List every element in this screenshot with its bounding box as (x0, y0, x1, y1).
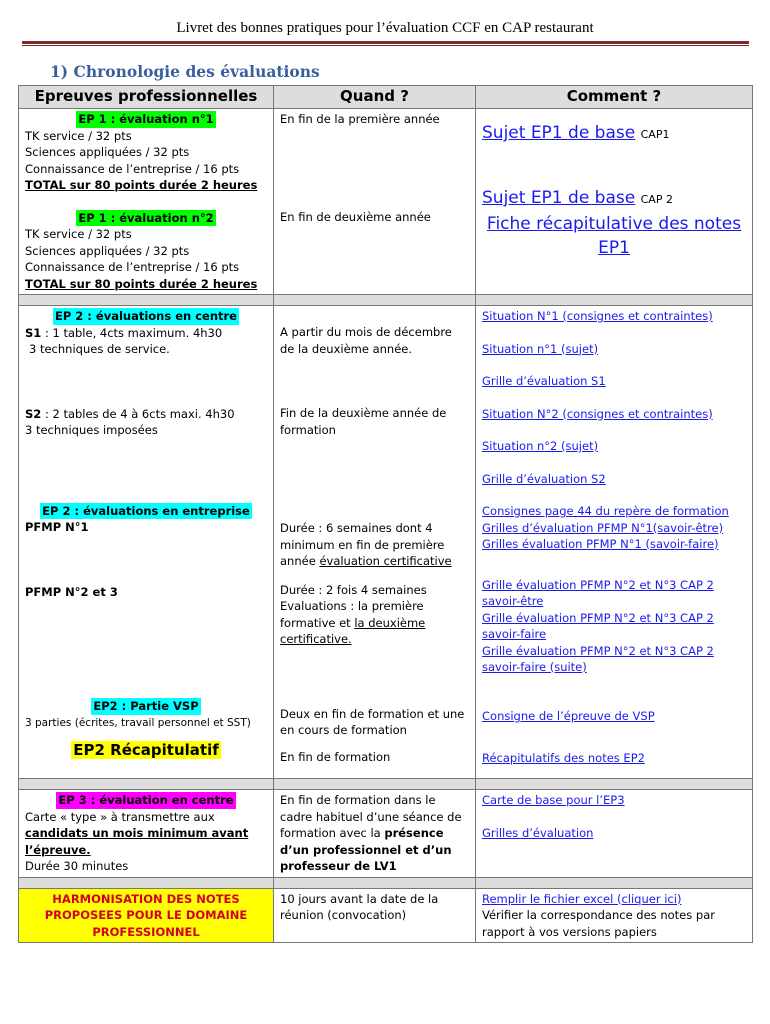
ep1-eval2-badge: EP 1 : évaluation n°2 (78, 210, 214, 225)
separator-row (19, 779, 753, 790)
col-header-comment: Comment ? (476, 86, 753, 109)
ep1-eval2-total: TOTAL sur 80 points durée 2 heures (25, 276, 258, 291)
ep1-eval1-line: Sciences appliquées / 32 pts (25, 145, 190, 159)
s1-label: S1 (25, 325, 42, 340)
pfmp1-consignes-link[interactable]: Consignes page 44 du repère de formation (482, 504, 729, 518)
separator-row (19, 295, 753, 306)
situation1-sujet-link[interactable]: Situation n°1 (sujet) (482, 341, 599, 356)
ep3-comment-cell (476, 790, 753, 878)
page-header: Livret des bonnes pratiques pour l’évaluation CCF en CAP restaurant (176, 20, 594, 36)
situation2-consignes-link[interactable]: Situation N°2 (consignes et contraintes) (482, 406, 713, 421)
s1-text2: 3 techniques de service. (29, 342, 170, 356)
ep3-epreuves-cell (19, 790, 274, 878)
pfmp23-label: PFMP N°2 et 3 (25, 584, 118, 599)
fiche-recap-ep1-link-cont[interactable]: EP1 (598, 238, 630, 258)
table-row-ep2 (19, 306, 753, 779)
situation1-consignes-link[interactable]: Situation N°1 (consignes et contraintes) (482, 309, 713, 323)
table-row-ep1 (19, 109, 753, 295)
ep3-quand-b: présence d’un professionnel et d’un professeur de LV1 (280, 826, 452, 873)
harmonisation-label: HARMONISATION DES NOTES PROPOSEES POUR LE DOMAINE PROFESSIONNEL (19, 888, 274, 943)
table-row-harmonisation (19, 888, 753, 943)
pfmp23-savoir-faire-suite-link[interactable]: Grille évaluation PFMP N°2 et N°3 CAP 2 savoir-faire (suite) (482, 643, 714, 674)
remplir-excel-link[interactable]: Remplir le fichier excel (cliquer ici) (482, 891, 682, 906)
pfmp23-quand: Durée : 2 fois 4 semaines Evaluations : la première formative et la deuxième certificative. (280, 582, 427, 646)
separator-row (19, 877, 753, 888)
pfmp1-savoir-etre-link[interactable]: Grilles d’évaluation PFMP N°1(savoir-être) (482, 520, 724, 535)
ep3-line2: candidats un mois minimum avant l’épreuve. (25, 826, 249, 857)
header-rule-thin (22, 45, 749, 46)
ep1-eval2-line: Sciences appliquées / 32 pts (25, 243, 190, 258)
ep2-quand-cell (274, 306, 476, 779)
ep3-quand-a: En fin de formation dans le cadre habituel d’une séance de formation avec la (280, 793, 462, 840)
situation2-sujet-link[interactable]: Situation n°2 (sujet) (482, 439, 599, 453)
vsp-text: 3 parties (écrites, travail personnel et SST) (25, 716, 251, 729)
vsp-consigne-link[interactable]: Consigne de l’épreuve de VSP (482, 708, 655, 723)
harmonisation-quand: 10 jours avant la date de la réunion (convocation) (274, 888, 476, 943)
pfmp1-quand: Durée : 6 semaines dont 4 minimum en fin de première année évaluation certificative (280, 521, 452, 568)
ep2-recap-label: EP2 Récapitulatif (73, 741, 219, 759)
s2-text: : 2 tables de 4 à 6cts maxi. 4h30 (41, 406, 235, 421)
s1-quand: A partir du mois de décembre de la deuxième année. (280, 325, 452, 356)
ep1-eval1-line: TK service / 32 pts (25, 128, 132, 143)
s1-text: : 1 table, 4cts maximum. 4h30 (41, 325, 223, 340)
harmonisation-comment-cell (476, 888, 753, 943)
section-title: 1) Chronologie des évaluations (50, 62, 320, 81)
cap1-suffix: CAP1 (640, 128, 670, 141)
s2-quand: Fin de la deuxième année de formation (280, 406, 447, 437)
pfmp23-savoir-etre-link[interactable]: Grille évaluation PFMP N°2 et N°3 CAP 2 savoir-être (482, 577, 714, 608)
vsp-quand: Deux en fin de formation et une en cours de formation (280, 706, 465, 737)
ep2-comment-cell (476, 306, 753, 779)
ep2-entreprise-badge: EP 2 : évaluations en entreprise (42, 503, 250, 518)
cap2-suffix: CAP 2 (640, 193, 673, 206)
pfmp1-savoir-faire-link[interactable]: Grilles évaluation PFMP N°1 (savoir-faire) (482, 537, 719, 551)
table-row-ep3 (19, 790, 753, 878)
s2-label: S2 (25, 406, 42, 421)
ep3-badge: EP 3 : évaluation en centre (58, 793, 234, 807)
col-header-epreuves: Epreuves professionnelles (19, 86, 274, 109)
ep2-centre-badge: EP 2 : évaluations en centre (55, 309, 237, 323)
ep1-eval2-line: TK service / 32 pts (25, 227, 132, 241)
s2-text2: 3 techniques imposées (25, 423, 158, 437)
ep1-comment-cell (476, 109, 753, 295)
pfmp1-label: PFMP N°1 (25, 520, 89, 534)
harmonisation-text: Vérifier la correspondance des notes par rapport à vos versions papiers (482, 908, 715, 939)
col-header-quand: Quand ? (274, 86, 476, 109)
ep3-quand-cell (274, 790, 476, 878)
ep3-carte-link[interactable]: Carte de base pour l’EP3 (482, 793, 625, 807)
ep1-quand-cell (274, 109, 476, 295)
chronology-table (18, 85, 753, 943)
sujet-ep1-cap2-link[interactable]: Sujet EP1 de base (482, 188, 636, 208)
grille-s1-link[interactable]: Grille d’évaluation S1 (482, 374, 606, 388)
sujet-ep1-cap1-link[interactable]: Sujet EP1 de base (482, 123, 636, 143)
fiche-recap-ep1-link[interactable]: Fiche récapitulative des notes (486, 214, 742, 234)
recap-quand: En fin de formation (280, 749, 391, 764)
ep1-eval2-line: Connaissance de l’entreprise / 16 pts (25, 260, 240, 274)
ep1-eval2-quand: En fin de deuxième année (280, 209, 431, 224)
ep3-line1: Carte « type » à transmettre aux (25, 809, 215, 824)
header-rule (22, 41, 749, 44)
ep1-epreuves-cell (19, 109, 274, 295)
ep1-eval1-badge: EP 1 : évaluation n°1 (78, 112, 214, 126)
ep1-eval1-line: Connaissance de l’entreprise / 16 pts (25, 161, 240, 176)
ep3-grilles-link[interactable]: Grilles d’évaluation (482, 825, 594, 840)
ep3-line3: Durée 30 minutes (25, 859, 129, 873)
grille-s2-link[interactable]: Grille d’évaluation S2 (482, 471, 606, 486)
recap-ep2-link[interactable]: Récapitulatifs des notes EP2 (482, 751, 645, 765)
pfmp23-savoir-faire-link[interactable]: Grille évaluation PFMP N°2 et N°3 CAP 2 savoir-faire (482, 610, 714, 641)
ep1-eval1-quand: En fin de la première année (280, 112, 440, 126)
ep2-epreuves-cell (19, 306, 274, 779)
ep1-eval1-total: TOTAL sur 80 points durée 2 heures (25, 178, 258, 192)
table-header-row (19, 86, 753, 109)
vsp-badge: EP2 : Partie VSP (93, 699, 199, 713)
